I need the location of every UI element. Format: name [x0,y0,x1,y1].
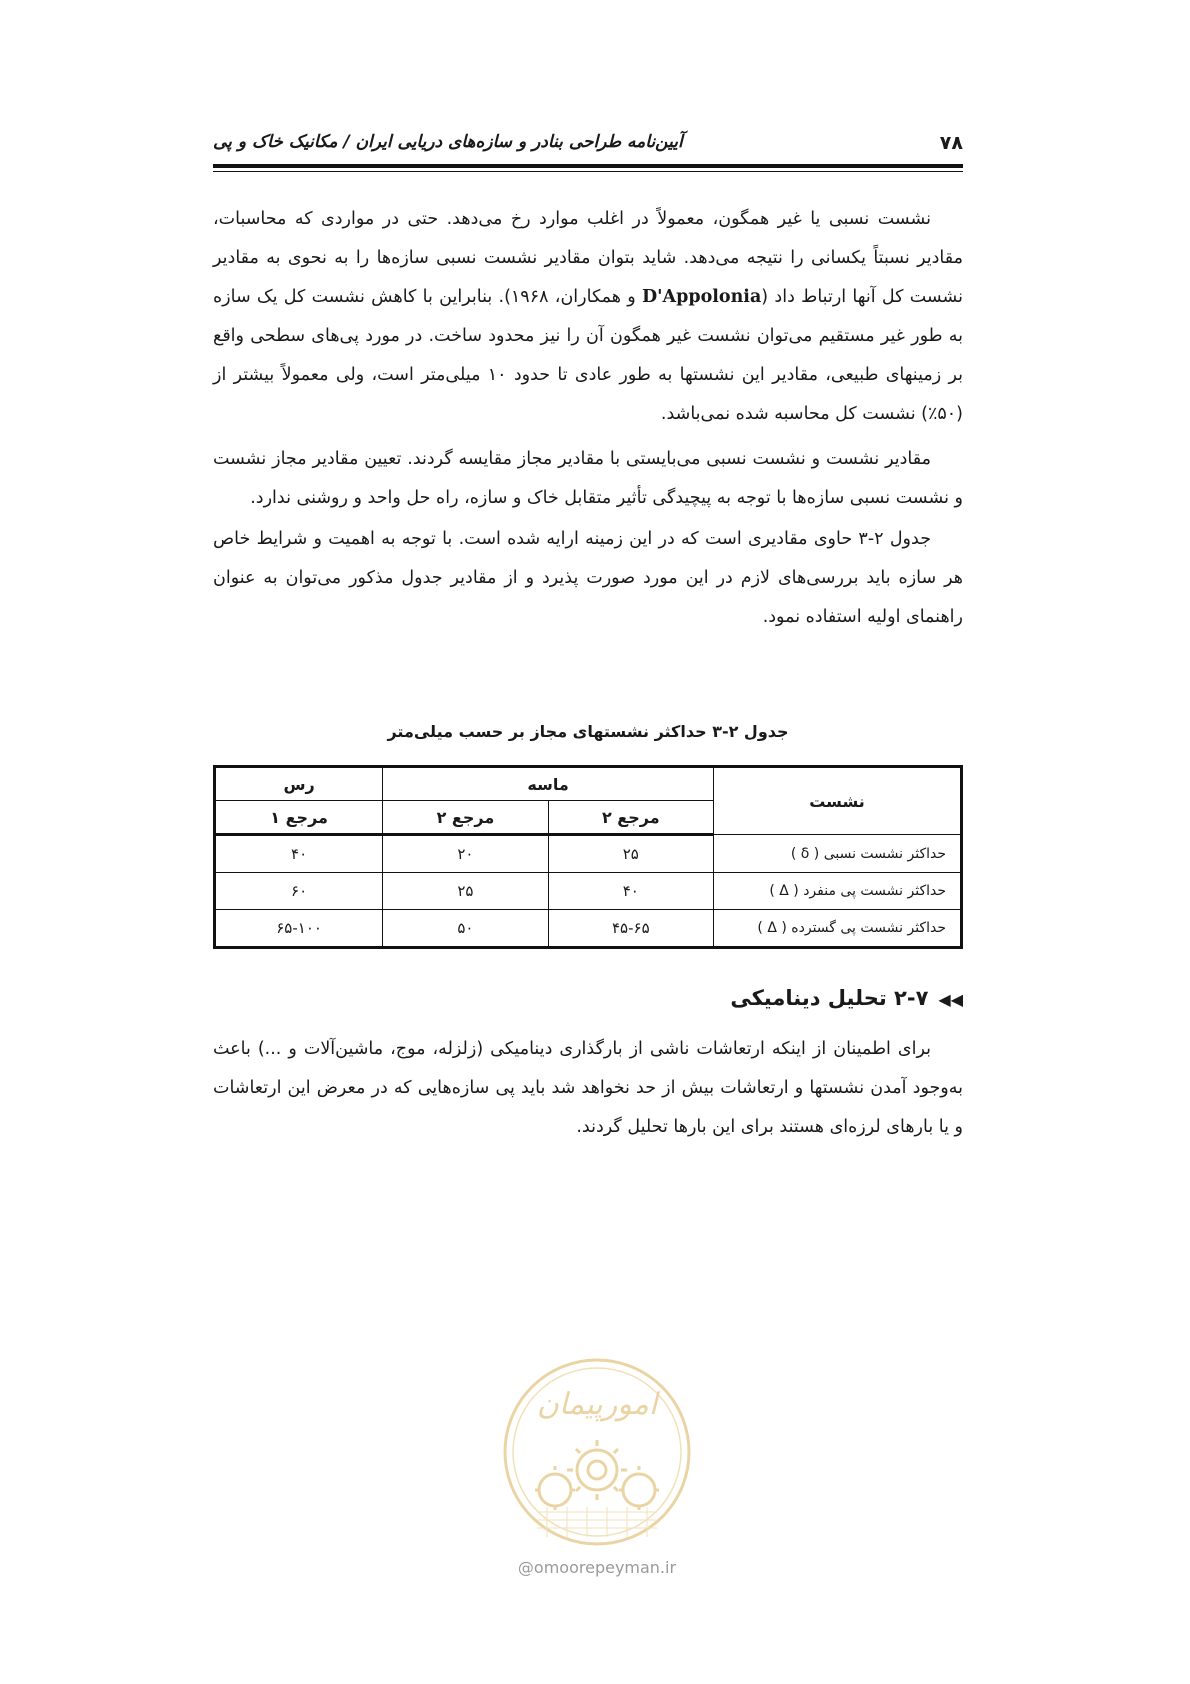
table-cell: ۶۰ [215,873,383,910]
double-arrow-icon: ◀◀ [938,990,963,1009]
section-title: ۲-۷ تحلیل دینامیکی [730,986,929,1010]
watermark-logo [497,1352,697,1572]
page-header [213,128,963,168]
header-rule-thin [213,171,963,172]
settlement-table [213,765,963,949]
row-label: حداکثر نشست پی گسترده ( Δ ) [714,910,962,948]
row-label: حداکثر نشست نسبی ( δ ) [714,835,962,873]
table-header-row [215,767,962,801]
subheader-clay-ref: مرجع ۱ [215,801,383,835]
table-cell: ۲۵ [548,835,713,873]
table-cell: ۴۰ [548,873,713,910]
running-title: آیین‌نامه طراحی بنادر و سازه‌های دریایی ایران / مکانیک خاک و پی [213,132,683,152]
paragraph-1-text-a: نشست نسبی یا غیر همگون، معمولاً در اغلب موارد رخ می‌دهد. حتی در مواردی که محاسبات، مقادیر نسبتاً یکسانی را نتیجه می‌دهد. شاید بتوان مقادیر نشست نسبی سازه‌ها را به نحوی به مقادیر نشست کل آنها ارتباط داد ( [213,209,963,307]
subheader-sand-ref-b: مرجع ۲ [383,801,548,835]
table-cell: ۴۰ [215,835,383,873]
row-label: حداکثر نشست پی منفرد ( Δ ) [714,873,962,910]
table-caption: جدول ۲-۳ حداکثر نشستهای مجاز بر حسب میلی‌متر [387,722,789,741]
header-sand: ماسه [383,767,714,801]
table-cell: ۶۵-۱۰۰ [215,910,383,948]
citation-author: D'Appolonia [642,287,762,307]
watermark-logo-text: امورپیمان [536,1387,658,1422]
section-heading [213,986,963,1010]
page-number: ۷۸ [939,132,963,154]
table-row [215,910,962,948]
subheader-sand-ref-a: مرجع ۲ [548,801,713,835]
paragraph-1-text-b: و همکاران، ۱۹۶۸). بنابراین با کاهش نشست کل یک سازه به طور غیر مستقیم می‌توان نشست غیر همگون آن را نیز محدود ساخت. در مورد پی‌های سطحی واقع بر زمینهای طبیعی، مقادیر این نشستها به طور عادی تا حدود ۱۰ میلی‌متر است، ولی معمولاً بیشتر از (۵۰٪) نشست کل محاسبه شده نمی‌باشد. [213,287,963,424]
watermark-url: @omoorepeyman.ir [517,1558,677,1577]
table-cell: ۵۰ [383,910,548,948]
header-rule-thick [213,164,963,168]
table-row [215,873,962,910]
paragraph-1 [213,200,963,434]
paragraph-4: برای اطمینان از اینکه ارتعاشات ناشی از بارگذاری دینامیکی (زلزله، موج، ماشین‌آلات و ...) باعث به‌وجود آمدن نشستها و ارتعاشات بیش از حد نخواهد شد باید پی سازه‌هایی که در معرض این ارتعاشات و یا بارهای لرزه‌ای هستند برای این بارها تحلیل گردند. [213,1039,963,1137]
paragraph-3: جدول ۲-۳ حاوی مقادیری است که در این زمینه ارایه شده است. با توجه به اهمیت و شرایط خاص هر سازه باید بررسی‌های لازم در این مورد صورت پذیرد و از مقادیر جدول مذکور می‌توان به عنوان راهنمای اولیه استفاده نمود. [213,529,963,627]
table-row [215,835,962,873]
paragraph-2: مقادیر نشست و نشست نسبی می‌بایستی با مقادیر مجاز مقایسه گردند. تعیین مقادیر مجاز نشست و نشست نسبی سازه‌ها با توجه به پیچیدگی تأثیر متقابل خاک و سازه، راه حل واحد و روشنی ندارد. [213,449,963,508]
table-cell: ۲۵ [383,873,548,910]
header-settlement: نشست [714,767,962,835]
table-cell: ۲۰ [383,835,548,873]
header-clay: رس [215,767,383,801]
table-cell: ۴۵-۶۵ [548,910,713,948]
